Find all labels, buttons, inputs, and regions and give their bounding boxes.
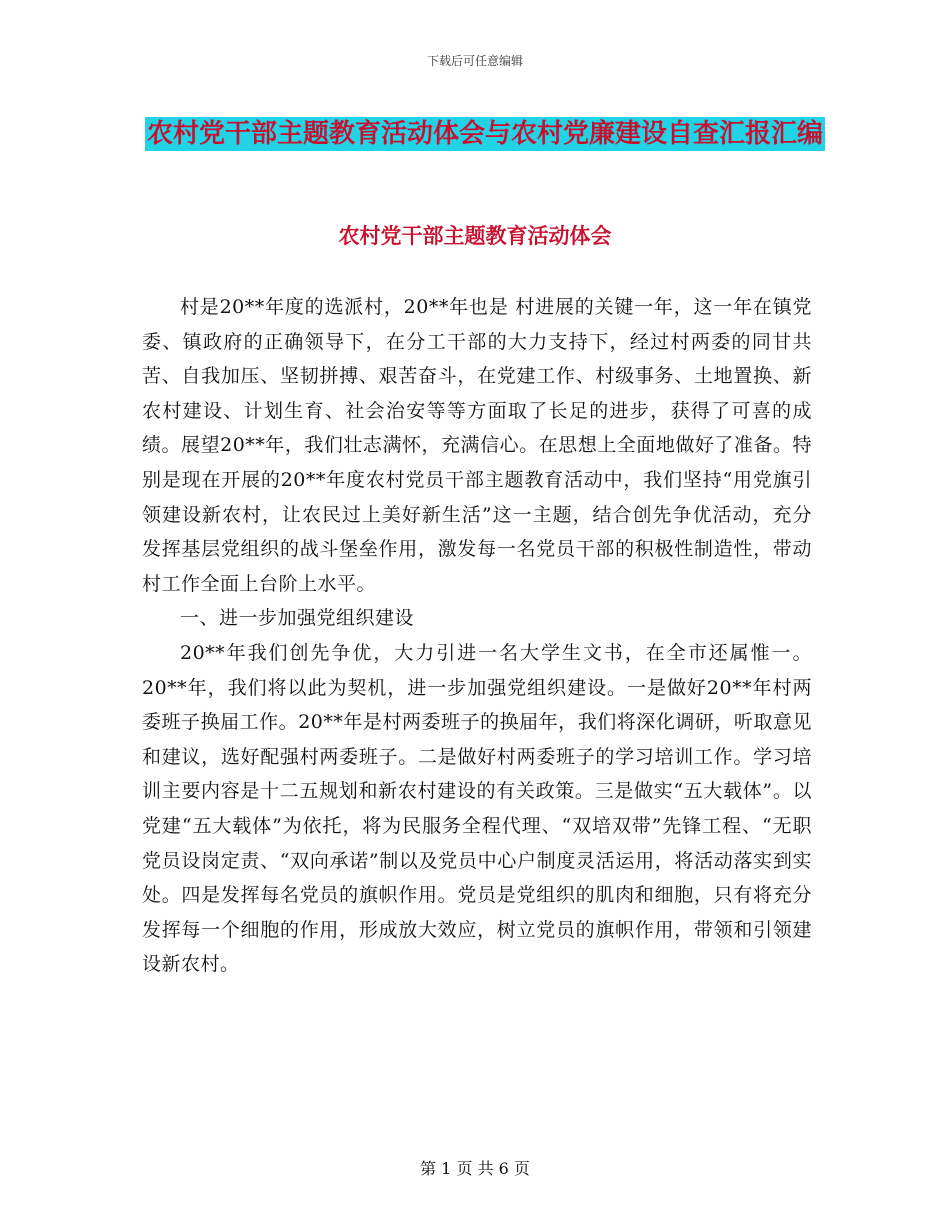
paragraph: 村是20**年度的选派村，20**年也是 村进展的关键一年，这一年在镇党委、镇政府的正确领导下，在分工干部的大力支持下，经过村两委的同甘共苦、自我加压、坚韧拼搏、艰苦奋斗，在党建工作、村级事务、土地置换、新农村建设、计划生育、社会治安等等方面取了长足的进步，获得了可喜的成绩。展望20**年，我们壮志满怀，充满信心。在思想上全面地做好了准备。特别是现在开展的20**年度农村党员干部主题教育活动中，我们坚持“用党旗引领建设新农村，让农民过上美好新生活”这一主题，结合创先争优活动，充分发挥基层党组织的战斗堡垒作用，激发每一名党员干部的积极性制造性，带动 村工作全面上台阶上水平。 (142, 296, 812, 595)
page-header: 下载后可任意编辑 (426, 54, 523, 68)
document-title-text: 农村党干部主题教育活动体会与农村党廉建设自查汇报汇编 (147, 119, 824, 149)
section-title: 农村党干部主题教育活动体会 (338, 224, 612, 248)
document-title (145, 110, 825, 158)
paragraph: 20**年我们创先争优，大力引进一名大学生文书，在全市还属惟一。20**年，我们将以此为契机，进一步加强党组织建设。一是做好20**年村两委班子换届工作。20**年是村两委班子的换届年，我们将深化调研，听取意见和建议，选好配强村两委班子。二是做好村两委班子的学习培训工作。学习培训主要内容是十二五规划和新农村建设的有关政策。三是做实“五大载体”。以党建“五大载体”为依托，将为民服务全程代理、“双培双带”先锋工程、“无职党员设岗定责、“双向承诺”制以及党员中心户制度灵活运用，将活动落实到实处。四是发挥每名党员的旗帜作用。党员是党组织的肌肉和细胞，只有将充分发挥每一个细胞的作用，形成放大效应，树立党员的旗帜作用，带领和引领建设新农村。 (142, 641, 812, 976)
subheading: 一、进一步加强党组织建设 (180, 607, 415, 630)
page-footer: 第 1 页 共 6 页 (420, 1159, 530, 1178)
document-body (142, 290, 812, 982)
